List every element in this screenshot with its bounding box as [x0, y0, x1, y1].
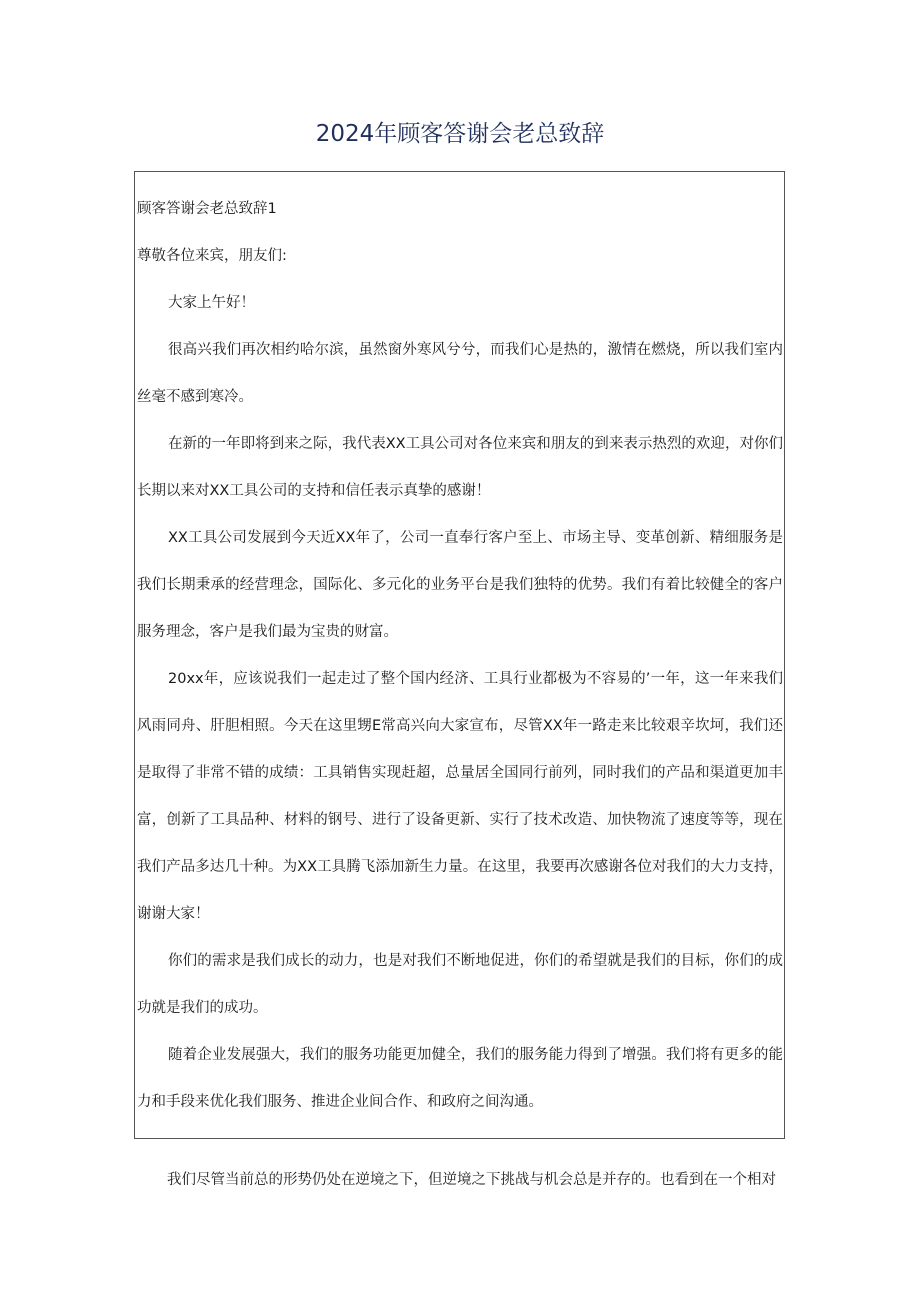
- paragraph-6: 随着企业发展强大，我们的服务功能更加健全，我们的服务能力得到了增强。我们将有更多的能力和手段来优化我们服务、推进企业间合作、和政府之间沟通。: [137, 1047, 783, 1110]
- salutation: 尊敬各位来宾，朋友们:: [137, 248, 287, 264]
- content-box: [134, 171, 785, 1139]
- content-body: [137, 186, 783, 1126]
- trailing-paragraph: 我们尽管当前总的形势仍处在逆境之下，但逆境之下挑战与机会总是并存的。也看到在一个相对: [167, 1172, 776, 1188]
- section-heading: 顾客答谢会老总致辞1: [137, 201, 277, 217]
- paragraph-2: 在新的一年即将到来之际，我代表XX工具公司对各位来宾和朋友的到来表示热烈的欢迎，对你们长期以来对XX工具公司的支持和信任表示真挚的感谢！: [137, 436, 783, 499]
- paragraph-1: 很高兴我们再次相约哈尔滨，虽然窗外寒风兮兮，而我们心是热的，激情在燃烧，所以我们室内丝毫不感到寒冷。: [137, 342, 783, 405]
- paragraph-3: XX工具公司发展到今天近XX年了，公司一直奉行客户至上、市场主导、变革创新、精细服务是我们长期秉承的经营理念，国际化、多元化的业务平台是我们独特的优势。我们有着比较健全的客户服务理念，客户是我们最为宝贵的财富。: [137, 530, 783, 640]
- paragraph-4: 20xx年，应该说我们一起走过了整个国内经济、工具行业都极为不容易的’一年，这一年来我们风雨同舟、肝胆相照。今天在这里甥E常高兴向大家宣布，尽管XX年一路走来比较艰辛坎坷，我们还是取得了非常不错的成绩：工具销售实现赶超，总量居全国同行前列，同时我们的产品和渠道更加丰富，创新了工具品种、材料的钢号、进行了设备更新、实行了技术改造、加快物流了速度等等，现在我们产品多达几十种。为XX工具腾飞添加新生力量。在这里，我要再次感谢各位对我们的大力支持，谢谢大家！: [137, 671, 783, 922]
- paragraph-greeting: 大家上午好！: [168, 295, 255, 311]
- paragraph-5: 你们的需求是我们成长的动力，也是对我们不断地促进，你们的希望就是我们的目标，你们的成功就是我们的成功。: [137, 953, 783, 1016]
- document-title: 2024年顾客答谢会老总致辞: [315, 121, 605, 147]
